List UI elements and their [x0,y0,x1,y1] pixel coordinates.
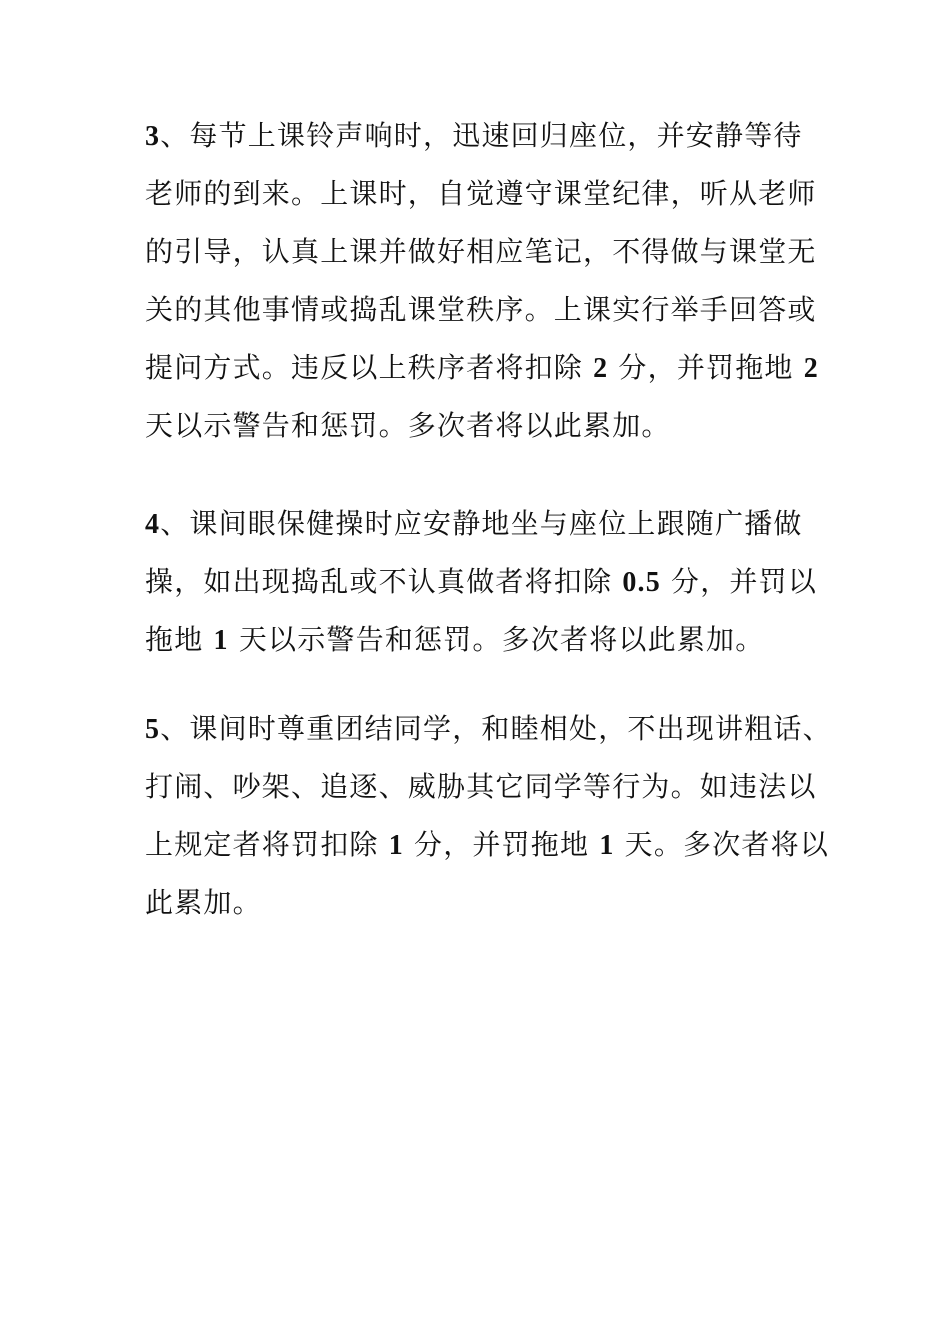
rule-5-line-1: 5、课间时尊重团结同学，和睦相处，不出现讲粗话、 [145,712,832,745]
penalty-days: 1 [599,830,615,861]
rule-5-line-4: 此累加。 [145,886,262,919]
rule-number: 5 [145,714,161,745]
rule-number: 4 [145,509,161,540]
rule-5-line-3: 上规定者将罚扣除 1 分，并罚拖地 1 天。多次者将以 [145,828,830,861]
rule-4-line-1: 4、课间眼保健操时应安静地坐与座位上跟随广播做 [145,507,803,540]
penalty-points: 1 [388,830,404,861]
rule-3-line-2: 老师的到来。上课时，自觉遵守课堂纪律，听从老师 [145,177,817,210]
rule-3-line-6: 天以示警告和惩罚。多次者将以此累加。 [145,409,671,442]
rule-3-line-4: 关的其他事情或捣乱课堂秩序。上课实行举手回答或 [145,293,817,326]
rule-4-line-3: 拖地 1 天以示警告和惩罚。多次者将以此累加。 [145,623,765,656]
rule-3-paragraph [145,107,819,455]
rule-number: 3 [145,121,161,152]
penalty-days: 2 [803,353,819,384]
rule-5-paragraph [145,700,832,932]
penalty-points: 2 [593,353,609,384]
rule-3-line-1: 3、每节上课铃声响时，迅速回归座位，并安静等待 [145,119,803,152]
penalty-points: 0.5 [622,567,661,598]
rule-3-line-3: 的引导，认真上课并做好相应笔记，不得做与课堂无 [145,235,817,268]
rule-5-line-2: 打闹、吵架、追逐、威胁其它同学等行为。如违法以 [145,770,817,803]
rule-4-paragraph [145,495,818,669]
rule-4-line-2: 操，如出现捣乱或不认真做者将扣除 0.5 分，并罚以 [145,565,818,598]
penalty-days: 1 [213,625,229,656]
rule-3-line-5: 提问方式。违反以上秩序者将扣除 2 分，并罚拖地 2 [145,351,819,384]
